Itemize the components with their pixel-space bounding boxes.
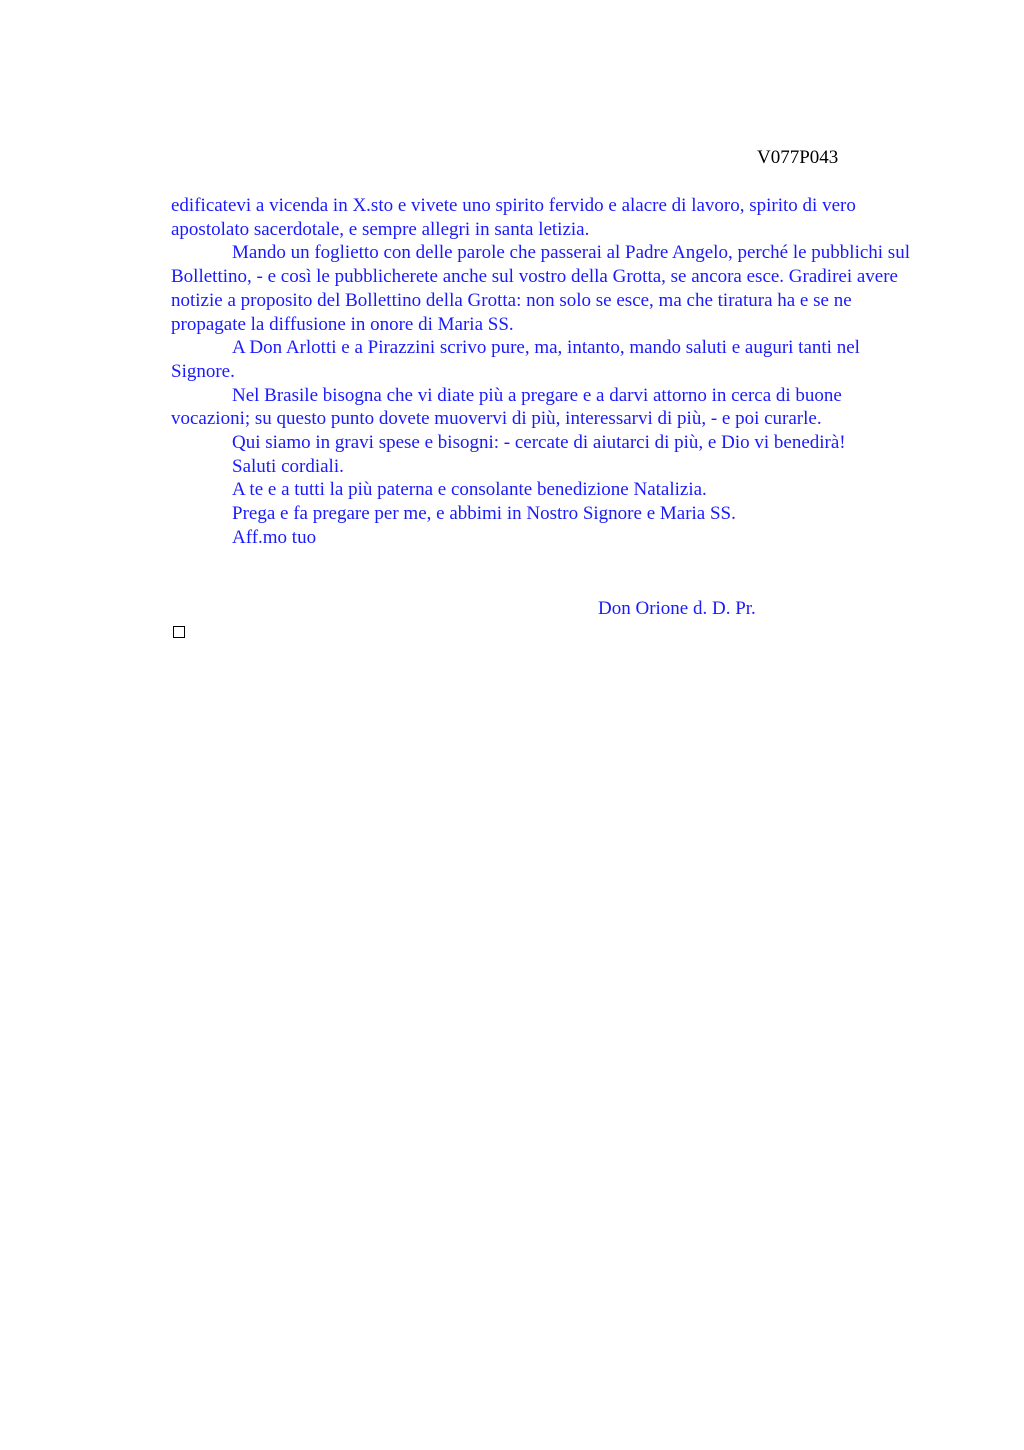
paragraph-arlotti: A Don Arlotti e a Pirazzini scrivo pure, ma, intanto, mando saluti e auguri tanti nel Signore. [171,337,860,382]
empty-square-icon [173,626,185,638]
paragraph-benedizione: A te e a tutti la più paterna e consolante benedizione Natalizia. [232,479,707,501]
signature: Don Orione d. D. Pr. [598,598,756,619]
paragraph-prega: Prega e fa pregare per me, e abbimi in Nostro Signore e Maria SS. [232,503,736,525]
page-reference: V077P043 [757,147,839,168]
paragraph-closing: Aff.mo tuo [232,526,317,548]
paragraph-spese: Qui siamo in gravi spese e bisogni: - cercate di aiutarci di più, e Dio vi benedirà! [232,432,846,454]
paragraph-saluti: Saluti cordiali. [232,455,344,477]
paragraph-brasile: Nel Brasile bisogna che vi diate più a pregare e a darvi attorno in cerca di buone vocazioni; su questo punto dovete muovervi di più, interessarvi di più, - e poi curarle. [171,384,842,430]
letter-body [171,194,923,550]
paragraph-foglietto: Mando un foglietto con delle parole che passerai al Padre Angelo, perché le pubblichi sul Bollettino, - e così le pubblicherete anche sul vostro della Grotta, se ancora esce. Gradirei avere notizie a proposito del Bollettino della Grotta: non solo se esce, ma che tiratura ha e se ne propagate la diffusione in onore di Maria SS. [171,242,910,335]
paragraph-continuation: edificatevi a vicenda in X.sto e vivete uno spirito fervido e alacre di lavoro, spirito di vero apostolato sacerdotale, e sempre allegri in santa letizia. [171,195,856,240]
